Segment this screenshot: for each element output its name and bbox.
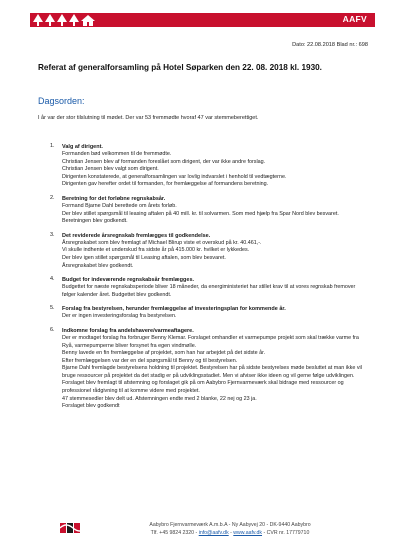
agenda-item-text: Formand Bjarne Dahl berettede om årets forløb. bbox=[62, 202, 177, 209]
website-link[interactable]: www.aafv.dk bbox=[233, 530, 263, 536]
agenda-item-title: Indkomne forslag fra andelshavere/varmeaftagere. bbox=[62, 327, 194, 334]
agenda-item-title: Budget for indeværende regnskabsår fremlægges. bbox=[62, 277, 195, 284]
agenda-item-number: 3. bbox=[50, 231, 55, 238]
agenda-item-number: 2. bbox=[50, 194, 55, 201]
tree-icon bbox=[69, 14, 79, 26]
brand-name: AAFV bbox=[342, 14, 367, 24]
agenda-item-text: Forslaget blev fremlagt til afstemning og forslaget gik på om Aabybro Fjernvarmeværk skal bidrage med ressourcer og professionel rådgivning til at komme videre med projektet. bbox=[62, 380, 344, 395]
agenda-item-number: 4. bbox=[50, 276, 55, 283]
agenda-item-text: 47 stemmesedler blev delt ud. Afstemningen endte med 2 blanke, 22 nej og 23 ja. bbox=[62, 395, 257, 402]
agenda-item-text: Formanden bød velkommen til de fremmødte. bbox=[62, 151, 172, 157]
agenda-list bbox=[50, 143, 370, 417]
agenda-item-text: Årsregnskabet som blev fremlagt af Michael Blirup viste et overskud på kr. 40.461,-. bbox=[62, 239, 262, 246]
agenda-item-number: 5. bbox=[50, 305, 55, 312]
agenda-item-text: Christian Jensen blev af formanden foreslået som dirigent, der var ikke andre forslag. bbox=[62, 158, 266, 165]
agenda-item-text: Årsregnskabet blev godkendt. bbox=[62, 262, 134, 269]
agenda-item-text: Christian Jensen blev valgt som dirigent. bbox=[62, 166, 159, 173]
agenda-item-text: Vi skulle indhente et underskud fra sidste år på 415.000 kr. hvilket er lykkedes. bbox=[62, 247, 250, 254]
footer-contact bbox=[90, 529, 370, 537]
agenda-item-number: 1. bbox=[50, 143, 55, 149]
agenda-item-title: Forslag fra bestyrelsen, herunder fremlæggelse af investeringsplan for kommende år. bbox=[62, 306, 286, 313]
agenda-item-text: Dirigenten gav herefter ordet til formanden, for fremlæggelse af formandens beretning. bbox=[62, 181, 269, 188]
email-link[interactable]: info@aafv.dk bbox=[198, 530, 229, 536]
agenda-item-text: Der er modtaget forslag fra forbruger Benny Klemar. Forslaget omhandler et varmepumpe projekt som skal trække varme fra Ryå, varmepumperne bliver forsynet fra egen vindmølle. bbox=[62, 334, 359, 349]
header-banner bbox=[30, 13, 375, 27]
agenda-item bbox=[50, 232, 370, 270]
footer bbox=[90, 521, 370, 537]
footer-phone: Tlf. +45 9824 2320 - bbox=[150, 530, 199, 536]
footer-address: Aabybro Fjernvarmeværk A.m.b.A - Ny Aabyvej 20 - DK-9440 Aabybro bbox=[149, 522, 311, 528]
agenda-item-text: Bjarne Dahl fremlagde bestyrelsens holdning til projektet. Bestyrelsen har på sidste bestyrelses møde besluttet at man ikke vil bruge ressourcer på projektet da det stadig er på udviklingsstadiet. Men vi afviser ikke ideen og vil gerne følge udviklingen. bbox=[62, 365, 362, 379]
agenda-item bbox=[50, 327, 370, 411]
agenda-item bbox=[50, 305, 370, 321]
footer-cvr: - CVR nr. 17779710 bbox=[262, 530, 310, 536]
agenda-item-text: Beretningen blev godkendt. bbox=[62, 218, 128, 225]
tree-icon bbox=[33, 14, 43, 26]
tree-icon bbox=[57, 14, 67, 26]
tree-icon bbox=[45, 14, 55, 26]
agenda-item-title: Det reviderede årsregnskab fremlægges til godkendelse. bbox=[62, 232, 211, 239]
aafv-logo-icon bbox=[60, 521, 86, 535]
date-and-page-number: Dato: 22.08.2018 Blad nr.: 698 bbox=[292, 42, 368, 48]
agenda-item-text: Benny lavede en fin fremlæggelse af projektet, som han har arbejdet på det sidste år. bbox=[62, 350, 266, 357]
agenda-item-text: Der blev igen stillet spørgsmål til Leasing aftalen, som blev besvaret. bbox=[62, 254, 226, 261]
agenda-item bbox=[50, 276, 370, 299]
document-title: Referat af generalforsamling på Hotel Søparken den 22. 08. 2018 kl. 1930. bbox=[38, 63, 322, 72]
agenda-item-text: Forslaget blev godkendt bbox=[62, 403, 120, 410]
intro-paragraph: I år var der stor tilslutning til mødet. Der var 53 fremmødte hvoraf 47 var stemmeberettiget. bbox=[38, 115, 259, 121]
agenda-item-number: 6. bbox=[50, 326, 55, 333]
agenda-item-text: Der er ingen investeringsforslag fra bestyrelsen. bbox=[62, 313, 177, 320]
agenda-item-text: Dirigenten konstaterede, at generalforsamlingen var lovlig indvarslet i henhold til vedtægterne. bbox=[62, 173, 287, 180]
agenda-item-title: Beretning for det forløbne regnskabsår. bbox=[62, 195, 166, 202]
agenda-item bbox=[50, 143, 370, 189]
header-icons bbox=[33, 14, 95, 26]
agenda-item bbox=[50, 195, 370, 226]
house-icon bbox=[81, 14, 95, 26]
agenda-item-text: Budgettet for næste regnskabsperiode bliver 18 måneder, da energiministeriet har stillet krav til at vores regnskab fremover følger kalender året. Budgettet blev godkendt. bbox=[62, 284, 356, 298]
agenda-heading: Dagsorden: bbox=[38, 96, 85, 106]
agenda-item-title: Valg af dirigent. bbox=[62, 144, 103, 150]
agenda-item-text: Der blev stillet spørgsmål til leasing aftalen på 40 mill. kr. til solvarmen. Som med hjælp fra Spar Nord blev besvaret. bbox=[62, 210, 339, 217]
footer-separator: - bbox=[228, 530, 234, 536]
agenda-item-text: Efter fremlæggelsen var der en del spørgsmål til Benny og til bestyrelsen. bbox=[62, 357, 238, 364]
